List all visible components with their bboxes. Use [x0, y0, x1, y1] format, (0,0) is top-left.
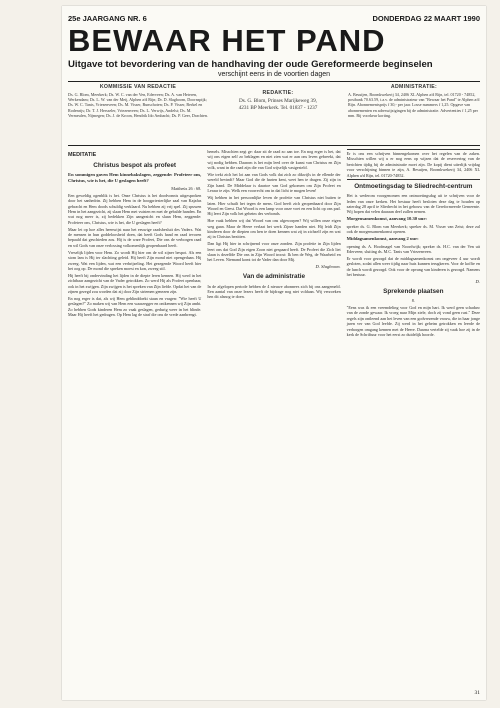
editorial-office-title: REDAKTIE: [262, 90, 294, 96]
article-columns [62, 146, 486, 339]
redaction-committee-text: Ds. G. Blom, Meerkerk; Ds. W. C. van der Ven, Ederveen; Ds. A. van Heteren, Werkendam; Ds. L. W. van der Meij, Alphen a/d Rijn; Dr. D. Slagboom, Doornspijk; Ds. W. C. Tanis, Vriezenveen; Ds. M. Visser, Bunschoten; Ds. P. Visser, Berkel en Rodenrijs; Dr. T. J. Hersseler, Vriezenveen; Ds. L. Verwijs, Andelst; Ds. M. Vermeulen, Nijmegen; Ds. J. de Kroon, Hendrik Ido Ambacht; Ds. P. Geer, Drachten. [68, 91, 208, 118]
masthead-info-row [62, 82, 486, 142]
preaching-text: "Eens was ik een vreemdeling voor God en mijn hart. Ik werd geen schaduw van de zonde gewaar. Ik vroeg naar Mijn ziele, doch zij vond geen rust." Deze regels zijn ontleend aan het leven van een godvrezende vrouw, die in haar jonge jaren ver van God leefde. Zij werd in het geheim getrokken en leerde de verborgen omgang kennen met de Heere. Daarna vertelde zij vaak hoe zij in de kerk de Schriftuur voor het eerst zo duidelijk hoorde. [346, 305, 480, 338]
administration-title: ADMINISTRATIE: [390, 84, 438, 90]
administration-notice: In de afgelopen periode hebben de 4 nieuwe abonnees zich bij ons aangemeld. Een aantal van onze lezers heeft de bijdrage nog niet voldaan. Wij verzoeken hen dit alsnog te doen. [207, 283, 341, 300]
meditation-paragraph: En nog erger is dat, als wij Hem geblinddoekt staan en vragen: "Wie heeft U geslagen?" Zo maken wij van Hem een waarzegger en ontkennen wij Zijn ambt. Zo hebben Gods kinderen Hem zo vaak geslagen, gedurig weer in het blinde. Maar Hij heeft het gedragen. Op Hem lag de straf die ons de vrede aanbrengt. [68, 295, 202, 318]
issue-date: DONDERDAG 22 MAART 1990 [372, 14, 480, 23]
meditation-lead: En sommigen gaven Hem kinnebakslagen, zeggende: Profeteer ons, Christus, wie is het, die U geslagen heeft? [68, 172, 202, 184]
meditation-headline: Christus bespot als profeet [93, 162, 177, 170]
morning-text: spreker ds. G. Blom van Meerkerk; spreker ds. M. Visser van Zeist; deze zal ook de morgensamenkomst openen. [346, 223, 480, 235]
morning-label: Morgensamenkomst, aanvang 10.30 uur: [346, 216, 427, 222]
meditation-paragraph: Dan ligt Hij hier in schrijnend voor onze zonden. Zijn profetie in Zijn lijden leert ons dat God Zijn eigen Zoon niet gespaard heeft. De Profeet die Zich liet slaan is dezelfde Die ons in Zijn Woord troost: Ik ben de Weg, de Waarheid en het Leven. Niemand komt tot de Vader dan door Mij. [207, 241, 341, 263]
meeting-signature: D. [475, 278, 480, 284]
column-3 [347, 149, 480, 339]
redaction-committee [68, 84, 208, 142]
masthead-tagline: verschijnt eens in de voortien dagen [217, 71, 331, 78]
section-label: MEDITATIE [68, 152, 97, 158]
newspaper-page [62, 6, 486, 700]
meditation-paragraph: Maar let op hoe alles heenwijst naar het eeuwige raadsbesluit des Vaders. Wat de mensen in hun goddeloosheid doen, dat heeft Gods hand en raad tevoren bepaald dat geschieden zou. Hij is de ware Profeet, Die ons de verborgen raad en wil Gods van onze verlossing volkomenlijk geopenbaard heeft. [68, 226, 202, 248]
meditation-paragraph: Hij heeft bij ondervinding het lijden in de diepte leren kennen. Hij werd in het zichtbaar aangezicht van de Vader getrokken. Zo werd Hij als Profeet openbaar, ook in het zwijgen. Zijn zwijgen is het spreken van Zijn liefde. Opdat het van de zijnen gezegd zou worden dat zij door Zijn striemen genezen zijn. [68, 272, 202, 294]
afternoon-text: opening ds. A. Hoofmagel van Noordwijk; spreker ds. H.C. van der Ven uit Ederveen; sluiting ds. M.C. Tanis van Vriezenveen. [346, 243, 480, 254]
issue-volume: 25e JAARGANG NR. 6 [68, 14, 147, 23]
administration [348, 84, 480, 142]
issue-line [62, 6, 486, 23]
administration-headline: Van de administratie [242, 273, 306, 281]
meditation-paragraph: Vreselijk lijden voor Hem. Zo wordt Hij hier om de wil zijner bespot. Als een stom lam is Hij ter slachting geleid. Hij heeft Zijn mond niet opengedaan. Hij zweeg. Wat een lijden, wat een verbrijzeling. Het gezegende Woord heeft hier het oog op. De mond die spreken moest en kon, zweeg stil. [68, 249, 202, 271]
preaching-number: 8. [411, 298, 415, 304]
administration-text: A. Besuijen, Boomkwekerij 34, 2406 XL Alphen a/d Rijn, tel. 01720 - 74852, postbank 70.63.59, t.a.v. de administrateur van "Bewaar het Pand" te Alphen a/d Rijn. Abonnementsprijs f 30,- per jaar. Losse nummers f 1,25. Opgave van abonnementen en adreswijzigingen bij de administratie. Advertenties f 1,25 per mm. Bij voorkeur korting. [348, 91, 480, 118]
editorial-office-city: 4231 BP Meerkerk. Tel. 01837 - 1237 [238, 104, 318, 111]
editorial-office-name: Ds. G. Blom, Prinses Marijkeweg 39, [239, 97, 317, 104]
meeting-headline: Ontmoetingsdag te Sliedrecht-centrum [354, 182, 473, 190]
boxed-notice: Er is ons een schrijven binnengekomen over het regelen van de zaken. Misschien willen wij u er nog eens op wijzen dat de reservering van de berichten tijdig bij de administratie moet zijn. De kopij dient uiterlijk vrijdag voor verschijning binnen te zijn, A. Besuijen, Boomkwekerij 34, 2406 XL Alphen a/d Rijn, tel. 01720-74852. [347, 149, 480, 180]
column-1 [68, 149, 201, 339]
column-2 [207, 149, 340, 339]
meeting-closing: Er wordt voor gezorgd dat de middagsamenkomst om ongeveer 4 uur wordt gesloten, zodat allen weer tijdig naar huis kunnen terugkeren. Voor de koffie en de lunch wordt gezorgd. Ook voor de opvang van kinderen is gezorgd. Namens het bestuur. [346, 255, 480, 278]
meditation-paragraph: Wij hebben in het persoonlijke leven de profetie van Christus niet buiten te laten. Hier schuilt het tegen de mens. God heeft zich geopenbaard door Zijn Woord en Geest. Dat Woord is een lamp voor onze voet en een licht op ons pad. Hij leert Zijn volk het geheim des verbonds. [207, 195, 341, 217]
afternoon-label: Middagsamenkomst, aanvang 2 uur: [346, 236, 419, 242]
meditation-signature: D. Slagboom. [315, 264, 341, 270]
redaction-committee-title: KOMMISSIE VAN REDACTIE [99, 84, 177, 90]
meditation-paragraph: Hoe vaak hebben wij dat Woord van ons afgeworpen? Wij willen onze eigen weg gaan. Maar de Heere verlaat het werk Zijner handen niet. Hij leidt Zijn kinderen door de diepten om hen te doen kennen wat zij in zichzelf zijn en wat zij in Christus bezitten. [207, 218, 341, 240]
preaching-headline: Sprekende plaatsen [383, 287, 444, 295]
masthead-subtitle: Uitgave tot bevordering van de handhaving der oude Gereformeerde beginselen [68, 59, 433, 70]
meditation-paragraph: hemels. Misschien zegt ge: daar zit de raad zo aan toe. En nog erger is het, dat wij ons eigen zelf zo beklagen en niet zien wat er aan ons leven gebreekt, dat wij nodig hebben. Daarom is het mijn leed over de kunst van Christus en Zijn volk, want in die raad zijn die van God wijselijk vastgesteld. [207, 149, 341, 171]
meditation-paragraph: Een geweldig ogenblik is het. Onze Christus is het doodvonnis uitgesproken door het sanhedrin. Zij hebben Hem in de hoogpriesterlijke zaal van Kajafas gebracht en Hem doods schuldig verklaard. Nu hebben zij vrij spel. Zij spuwen Hem in het aangezicht, zij slaan Hem met vuisten en met de gebalde handen. En wat nog meer is, zij bedekken Zijn aangezicht en slaan Hem, zeggende: Profeteer ons, Christus, wie is het, die U geslagen heeft? [68, 192, 202, 225]
meeting-intro: Het is wederom voorgenomen een ontmoetingsdag uit te schrijven voor de leden van onze kerken. Het bestuur heeft besloten deze dag te houden op zaterdag 28 april te Sliedrecht in het gebouw van de Gereformeerde Gemeente. Wij hopen dat velen daaraan deel zullen nemen. [346, 193, 480, 215]
meditation-paragraph: Wie trekt zich het lot aan van Gods volk dat zich zo dikwijls in de ellende der wereld bevindt? Maar God die de harten kent, weet hen te dragen. Zij zijn in Zijn hand. De Middelaar is daartoe van God gekomen om Zijn Profeet en Leraar te zijn. Welk een voorrecht om in dat licht te mogen leven! [207, 172, 341, 194]
masthead-title: BEWAAR HET PAND [68, 23, 386, 58]
meditation-reference: Mattheüs 26 : 68. [171, 185, 202, 191]
page-number: 31 [474, 690, 480, 696]
editorial-office [208, 84, 348, 142]
